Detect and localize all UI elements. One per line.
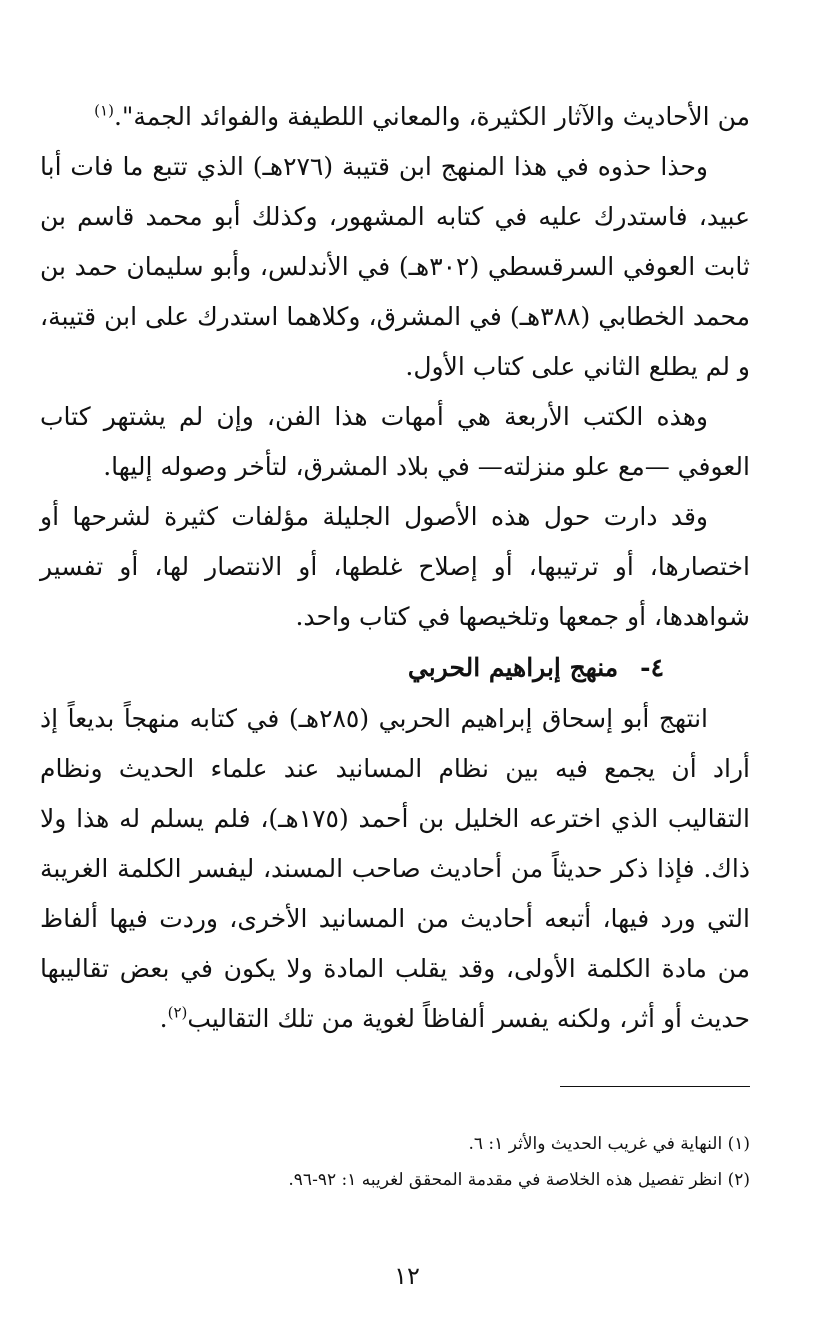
paragraph-1 bbox=[40, 92, 750, 142]
paragraph-5-end: . bbox=[159, 1004, 168, 1033]
footnote-ref-2: (٢) bbox=[167, 1003, 188, 1022]
paragraph-5 bbox=[40, 694, 750, 1044]
paragraph-3: وهذه الكتب الأربعة هي أمهات هذا الفن، وإن لم يشتهر كتاب العوفي —مع علو منزلته— في بلاد المشرق، لتأخر وصوله إليها. bbox=[40, 402, 750, 481]
section-number: ٤- bbox=[640, 653, 664, 682]
footnote-ref-1: (١) bbox=[94, 101, 114, 120]
page-body bbox=[40, 92, 750, 1044]
paragraph-4: وقد دارت حول هذه الأصول الجليلة مؤلفات كثيرة لشرحها أو اختصارها، أو ترتيبها، أو إصلاح غلطها، أو الانتصار لها، أو تفسير شواهدها، أو جمعها وتلخيصها في كتاب واحد. bbox=[40, 502, 750, 631]
paragraph-1-text: من الأحاديث والآثار الكثيرة، والمعاني اللطيفة والفوائد الجمة". bbox=[113, 102, 750, 131]
paragraph-5-text: انتهج أبو إسحاق إبراهيم الحربي (٢٨٥هـ) في كتابه منهجاً بديعاً إذ أراد أن يجمع فيه بين نظام المسانيد عند علماء الحديث ونظام التقاليب الذي اخترعه الخليل بن أحمد (١٧٥هـ)، فلم يسلم له هذا ولا ذاك. فإذا ذكر حديثاً من أحاديث صاحب المسند، ليفسر الكلمة الغريبة التي ورد فيها، أتبعه أحاديث من المسانيد الأخرى، وردت فيها ألفاظ من مادة الكلمة الأولى، وقد يقلب المادة ولا يكون في بعض تقاليبها حديث أو أثر، ولكنه يفسر ألفاظاً لغوية من تلك التقاليب bbox=[40, 704, 750, 1033]
section-heading bbox=[40, 642, 750, 694]
footnotes bbox=[40, 1126, 750, 1198]
section-title: منهج إبراهيم الحربي bbox=[407, 653, 619, 682]
footnote-separator bbox=[560, 1086, 750, 1087]
footnote-2: (٢) انظر تفصيل هذه الخلاصة في مقدمة المحقق لغريبه ١: ٩٢-٩٦. bbox=[288, 1170, 750, 1190]
paragraph-2: وحذا حذوه في هذا المنهج ابن قتيبة (٢٧٦هـ) الذي تتبع ما فات أبا عبيد، فاستدرك عليه في كتابه المشهور، وكذلك أبو محمد قاسم بن ثابت العوفي السرقسطي (٣٠٢هـ) في الأندلس، وأبو سليمان حمد بن محمد الخطابي (٣٨٨هـ) في المشرق، وكلاهما استدرك على ابن قتيبة، و لم يطلع الثاني على كتاب الأول. bbox=[40, 152, 750, 381]
page-number: ١٢ bbox=[394, 1262, 420, 1290]
footnote-1: (١) النهاية في غريب الحديث والأثر ١: ٦. bbox=[468, 1134, 750, 1154]
